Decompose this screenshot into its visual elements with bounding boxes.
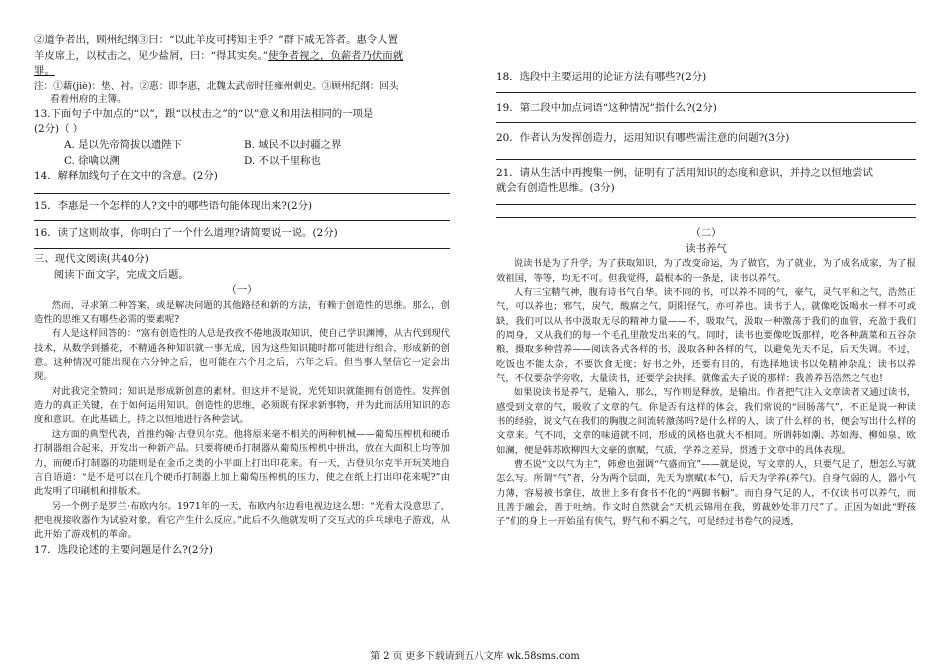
paragraph: 这方面的典型代表，首推约翰·古登贝尔克。他将原来毫不相关的两种机械——葡萄压榨机和硬币打制器组合起来，开发出一种新产品。只要将硬币打制器从葡萄压榨机中拼出，放在大面积上均等加力，而硬币打制器的功能则是在金币之类的小平面上打出印花来。有一天，古登贝尔克半开玩笑地自言自语道：“是不是可以在几个硬币打制器上加上葡萄压榨机的压力，使之在纸上打出印花来呢?”由此发明了印刷机和排版术。 xyxy=(34,428,450,498)
paragraph: 有人是这样回答的：“富有创造性的人总是孜孜不倦地汲取知识，使自己学识渊博，从古代到现代技术，从数学到播花，不精通各种知识就一事无成，因为这些知识随时都可能进行组合，形成新的创意。这种情况可能出现在六分钟之后，也可能在六个月之后，六年之后。但当事人坚信它一定会出现。 xyxy=(34,328,450,383)
question-17: 17．选段论述的主要问题是什么?(2分) xyxy=(34,543,213,556)
question-13-points: (2分)（ ） xyxy=(34,123,84,136)
option-a: A. 是以先帝简拔以遗陛下 xyxy=(64,138,183,151)
question-15: 15．李惠是一个怎样的人?文中的哪些语句能体现出来?(2分) xyxy=(34,199,313,212)
question-13: 13.下面句子中加点的“以”，跟“以杖击之”的“以”意义和用法相同的一项是 xyxy=(34,107,374,120)
answer-line[interactable] xyxy=(34,185,450,194)
annotation: 看着州府的主簿。 xyxy=(50,94,127,106)
underlined-sentence: 使争者视之，负薪者乃伏而就 xyxy=(268,49,404,62)
passage-1-title: （一） xyxy=(226,284,258,297)
text-line xyxy=(34,49,450,65)
section-heading: 三、现代文阅读(共40分) xyxy=(34,252,149,265)
answer-line[interactable] xyxy=(34,214,450,221)
question-21-continued: 就会有创造性思维。(3分) xyxy=(496,182,615,195)
paragraph: 如果说读书是养气，是输入，那么，写作则是释放，是输出。作者把气注入文章读者又通过读书，感受到文章的气，吸收了文章的气。你是否有这样的体会，我们常说的“回肠荡气”，不正是说一种读书的经验，说文气在我们的胸腹之间流转激荡吗?是什么样的人，读了什么样的书，便会写出什么样的文章来。气不同，文章的味道就不同，形成的风格也就大不相同。所谓韩如潮、苏如海、柳如泉、欧如澜，便是韩苏欧柳四大文豪的禀赋，气质，学养之差异，贯透于文章中的具体表现。 xyxy=(496,387,916,456)
right-column xyxy=(496,0,916,530)
question-16: 16．读了这则故事，你明白了一个什么道理?请简要说一说。(2分) xyxy=(34,227,338,240)
question-14: 14．解释加线句子在文中的含意。(2分) xyxy=(34,170,218,183)
answer-line[interactable] xyxy=(34,242,450,249)
text-line: 罪。 xyxy=(34,65,55,78)
answer-line[interactable] xyxy=(496,86,916,93)
paragraph: 然而，寻求第二种答案，或是解决问题的其他路径和新的方法，有赖于创造性的思维。那么，创造性的思维又有哪些必需的要素呢? xyxy=(34,299,450,326)
answer-line[interactable] xyxy=(496,116,916,123)
passage-2-title: 读书养气 xyxy=(685,242,727,255)
left-column xyxy=(34,0,450,558)
paragraph: 曹丕说“文以气为主”，韩愈也强调“气盛而宜”——就是说，写文章的人，只要气足了，想怎么写就怎么写。所谓“气”者，分为两个层面，先天为禀赋(本气)，后天为学养(养气)。自身气弱的人，器小气力薄，容易被书拿住，故世上多有食书不化的“两脚书橱”。而自身气足的人，不仅读书可以养气，而且善于融会，善于吐纳。作文时自然就会“天机云锦用在我，剪裁妙处非刀尺”了。正因为如此“野孩子”们的身上一开始虽有侠气，野气和不羁之气，可是经过书卷气的浸透， xyxy=(496,458,916,528)
question-18: 18．选段中主要运用的论证方法有哪些?(2分) xyxy=(496,71,707,83)
paragraph: 对此我完全赞同；知识是形成新创意的素材。但这并不是说，光凭知识就能拥有创造性。发挥创造力的真正关键，在于如何运用知识。创造性的思维，必须既有探求新事物，并为此而活用知识的态度和意识。在此基础上，持之以恒地进行各种尝试。 xyxy=(34,385,450,426)
paragraph: 说读书是为了升学，为了获取知识，为了改变命运，为了做官，为了就业，为了成名成家，为了报效祖国，等等，均无不可。但我觉得，最根本的一条是，读书以养气。 xyxy=(496,258,916,284)
option-d: D. 不以千里称也 xyxy=(244,154,321,167)
answer-line[interactable] xyxy=(496,205,916,218)
page-footer: 第 2 页 更多下载请到五八文库 wk.58sms.com xyxy=(370,651,580,662)
paragraph: 另一个例子是罗兰·布欧内尔。1971年的一天，布欧内尔边看电视边这么想：“光看太没意思了，把电视接收器作为试验对象，看它产生什么反应。”此后不久他就发明了交互式的乒乓球电子游戏，从此开始了游戏机的革命。 xyxy=(34,500,450,541)
passage-1 xyxy=(34,299,450,543)
question-19: 19．第二段中加点词语“这种情况”指什么?(2分) xyxy=(496,101,717,114)
option-c: C. 徐噙以溯 xyxy=(64,154,120,167)
question-20: 20．作者认为发挥创造力，运用知识有哪些需注意的问题?(3分) xyxy=(496,132,790,145)
passage-2 xyxy=(496,257,916,530)
annotation: 注：①藉(jiè)：垫、衬。②惠：即李惠，北魏太武帝时任雍州刺史。③顾州纪纲：回头 xyxy=(34,80,399,92)
passage-2-label: （二） xyxy=(690,226,722,239)
text-line: ②道争者出，顾州纪纲③曰：“以此羊皮可拷知主乎？”群下咸无答者。惠令人置 xyxy=(34,34,398,46)
paragraph: 人有三宝精气神，腹有诗书气自华。读不同的书，可以养不同的气，豪气，灵气平和之气，浩然正气，可以养也；邪气，戾气，酸腐之气，阴阳怪气，亦可养也。读书于人，就像吃饭喝水一样不可或缺，我们可以从书中汲取无尽的精神力量——不，吸取气，汲取一种激荡于我们的血管，充盈于我们的周身，又从我们的每一个毛孔里散发出来的气。同时，读书也要像吃饭那样，吃各种蔬菜和五谷杂粮，摄取多种营养——阅读各式各样的书，汲取各种各样的气，以避免先天不足，后天失调。不过，吃饭也不能太杂，不要饮食无度；好书之外，还要有目的，有选择地读书以免精神杂乱；读书以养气，不仅要杂学旁收，大量读书，还要学会抉择。就像孟夫子说的那样：我善养吾浩然之气也! xyxy=(496,286,916,384)
answer-line[interactable] xyxy=(496,197,916,205)
answer-line[interactable] xyxy=(496,147,916,160)
instruction: 阅读下面文字，完成文后题。 xyxy=(53,268,189,281)
options-13 xyxy=(34,138,450,169)
option-b: B. 域民不以封疆之界 xyxy=(244,138,342,151)
question-21: 21．请从生活中再搜集一例，证明有了活用知识的态度和意识，并持之以恒地尝试 xyxy=(496,166,873,179)
text-span: 羊皮席上，以杖击之，见少盐屑，曰：“得其实矣。” xyxy=(34,49,269,62)
